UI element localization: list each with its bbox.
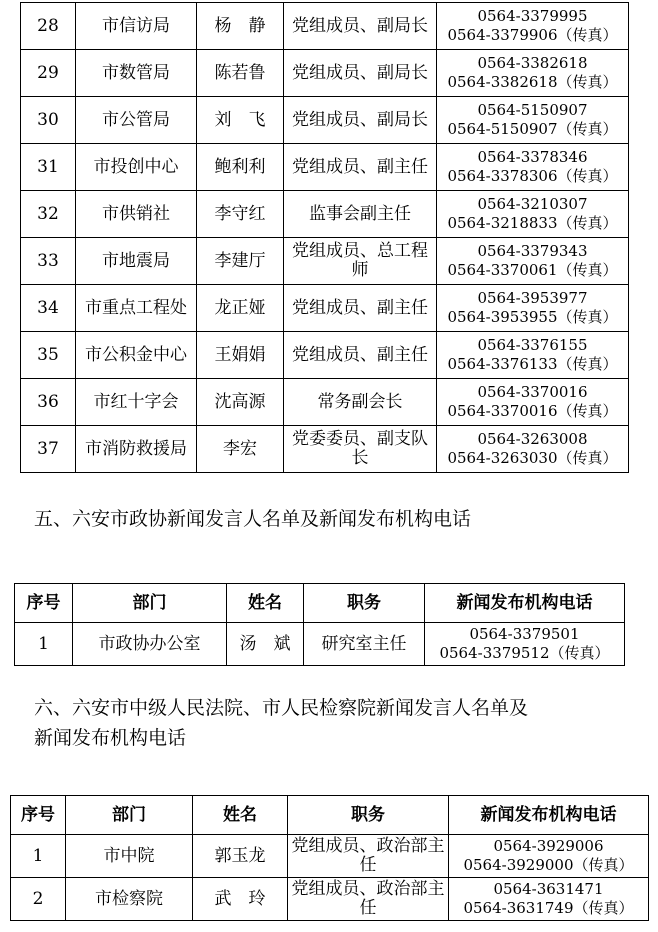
cell-dept: 市公积金中心 xyxy=(76,332,197,379)
cell-title: 党组成员、副主任 xyxy=(284,332,437,379)
cell-dept: 市重点工程处 xyxy=(76,285,197,332)
cell-title: 党组成员、副主任 xyxy=(284,144,437,191)
cell-no: 30 xyxy=(21,97,76,144)
cell-phone xyxy=(437,191,629,238)
phone-number: 0564-3379343 xyxy=(477,242,588,260)
fax-number: 0564-3218833（传真） xyxy=(447,214,618,232)
cell-no: 1 xyxy=(11,835,66,878)
cell-phone xyxy=(437,426,629,473)
table-row xyxy=(15,623,625,666)
fax-number: 0564-3929000（传真） xyxy=(463,856,634,874)
cell-no: 37 xyxy=(21,426,76,473)
cell-name: 李建厅 xyxy=(197,238,284,285)
header-dept: 部门 xyxy=(66,796,193,835)
table-row xyxy=(21,191,629,238)
cell-phone xyxy=(437,332,629,379)
cell-phone xyxy=(437,3,629,50)
cell-title: 研究室主任 xyxy=(304,623,425,666)
fax-number: 0564-3382618（传真） xyxy=(447,73,618,91)
table-row xyxy=(21,426,629,473)
cell-title: 党组成员、政治部主任 xyxy=(288,878,449,921)
phone-number: 0564-3263008 xyxy=(477,430,588,448)
fax-number: 0564-3378306（传真） xyxy=(447,167,618,185)
cell-phone xyxy=(437,144,629,191)
cell-name: 郭玉龙 xyxy=(193,835,288,878)
cell-dept: 市数管局 xyxy=(76,50,197,97)
table-row xyxy=(11,835,649,878)
header-phone: 新闻发布机构电话 xyxy=(449,796,649,835)
header-no: 序号 xyxy=(15,584,73,623)
cell-phone xyxy=(449,878,649,921)
header-name: 姓名 xyxy=(227,584,304,623)
cell-no: 35 xyxy=(21,332,76,379)
cell-dept: 市政协办公室 xyxy=(73,623,227,666)
cell-title: 党组成员、副局长 xyxy=(284,3,437,50)
header-title: 职务 xyxy=(288,796,449,835)
table-header-row xyxy=(15,584,625,623)
cell-dept: 市投创中心 xyxy=(76,144,197,191)
table-row xyxy=(21,97,629,144)
phone-number: 0564-3379501 xyxy=(469,625,580,643)
fax-number: 0564-3953955（传真） xyxy=(447,308,618,326)
table-row xyxy=(11,878,649,921)
fax-number: 0564-3631749（传真） xyxy=(463,899,634,917)
phone-number: 0564-3929006 xyxy=(493,837,604,855)
cell-no: 34 xyxy=(21,285,76,332)
header-dept: 部门 xyxy=(73,584,227,623)
header-title: 职务 xyxy=(304,584,425,623)
section-6-heading-line-2: 新闻发布机构电话 xyxy=(34,727,187,749)
cell-title: 党组成员、副局长 xyxy=(284,97,437,144)
cell-phone xyxy=(437,238,629,285)
cell-name: 陈若鲁 xyxy=(197,50,284,97)
cell-dept: 市中院 xyxy=(66,835,193,878)
cell-no: 29 xyxy=(21,50,76,97)
cell-dept: 市消防救援局 xyxy=(76,426,197,473)
cell-name: 鲍利利 xyxy=(197,144,284,191)
phone-number: 0564-3210307 xyxy=(477,195,588,213)
cell-title: 监事会副主任 xyxy=(284,191,437,238)
cell-name: 沈高源 xyxy=(197,379,284,426)
table-row xyxy=(21,144,629,191)
cell-phone xyxy=(437,379,629,426)
cell-name: 刘 飞 xyxy=(197,97,284,144)
cell-dept: 市供销社 xyxy=(76,191,197,238)
cell-dept: 市公管局 xyxy=(76,97,197,144)
cell-no: 32 xyxy=(21,191,76,238)
section-6-heading-line-1: 六、六安市中级人民法院、市人民检察院新闻发言人名单及 xyxy=(34,697,529,719)
cell-dept: 市检察院 xyxy=(66,878,193,921)
phone-number: 0564-5150907 xyxy=(477,101,588,119)
cell-dept: 市红十字会 xyxy=(76,379,197,426)
header-no: 序号 xyxy=(11,796,66,835)
table-body xyxy=(15,623,625,666)
cell-no: 36 xyxy=(21,379,76,426)
cell-phone xyxy=(449,835,649,878)
table-row xyxy=(21,3,629,50)
table-row xyxy=(21,332,629,379)
cppcc-spokesperson-table xyxy=(14,583,625,666)
fax-number: 0564-3376133（传真） xyxy=(447,355,618,373)
cell-title: 党组成员、副主任 xyxy=(284,285,437,332)
header-name: 姓名 xyxy=(193,796,288,835)
cell-name: 王娟娟 xyxy=(197,332,284,379)
cell-dept: 市信访局 xyxy=(76,3,197,50)
fax-number: 0564-3379906（传真） xyxy=(447,26,618,44)
phone-number: 0564-3953977 xyxy=(477,289,588,307)
cell-name: 李守红 xyxy=(197,191,284,238)
phone-number: 0564-3631471 xyxy=(493,880,604,898)
cell-name: 龙正娅 xyxy=(197,285,284,332)
cell-name: 武 玲 xyxy=(193,878,288,921)
cell-phone xyxy=(425,623,625,666)
fax-number: 0564-3379512（传真） xyxy=(439,644,610,662)
table-row xyxy=(21,285,629,332)
phone-number: 0564-3370016 xyxy=(477,383,588,401)
spokesperson-table-continued xyxy=(20,2,629,473)
cell-no: 2 xyxy=(11,878,66,921)
cell-phone xyxy=(437,50,629,97)
cell-title: 党组成员、政治部主任 xyxy=(288,835,449,878)
phone-number: 0564-3382618 xyxy=(477,54,588,72)
fax-number: 0564-3263030（传真） xyxy=(447,449,618,467)
table-body xyxy=(21,3,629,473)
phone-number: 0564-3378346 xyxy=(477,148,588,166)
cell-title: 党委委员、副支队长 xyxy=(284,426,437,473)
fax-number: 0564-3370061（传真） xyxy=(447,261,618,279)
cell-name: 汤 斌 xyxy=(227,623,304,666)
cell-dept: 市地震局 xyxy=(76,238,197,285)
fax-number: 0564-5150907（传真） xyxy=(447,120,618,138)
cell-no: 31 xyxy=(21,144,76,191)
cell-title: 党组成员、总工程师 xyxy=(284,238,437,285)
cell-title: 常务副会长 xyxy=(284,379,437,426)
fax-number: 0564-3370016（传真） xyxy=(447,402,618,420)
phone-number: 0564-3376155 xyxy=(477,336,588,354)
cell-no: 33 xyxy=(21,238,76,285)
section-5-heading: 五、六安市政协新闻发言人名单及新闻发布机构电话 xyxy=(34,508,472,530)
cell-name: 李宏 xyxy=(197,426,284,473)
phone-number: 0564-3379995 xyxy=(477,7,588,25)
table-header-row xyxy=(11,796,649,835)
table-row xyxy=(21,238,629,285)
header-phone: 新闻发布机构电话 xyxy=(425,584,625,623)
cell-phone xyxy=(437,285,629,332)
table-body xyxy=(11,835,649,921)
table-row xyxy=(21,379,629,426)
cell-title: 党组成员、副局长 xyxy=(284,50,437,97)
cell-phone xyxy=(437,97,629,144)
cell-no: 1 xyxy=(15,623,73,666)
court-procuratorate-spokesperson-table xyxy=(10,795,649,921)
table-row xyxy=(21,50,629,97)
cell-no: 28 xyxy=(21,3,76,50)
cell-name: 杨 静 xyxy=(197,3,284,50)
